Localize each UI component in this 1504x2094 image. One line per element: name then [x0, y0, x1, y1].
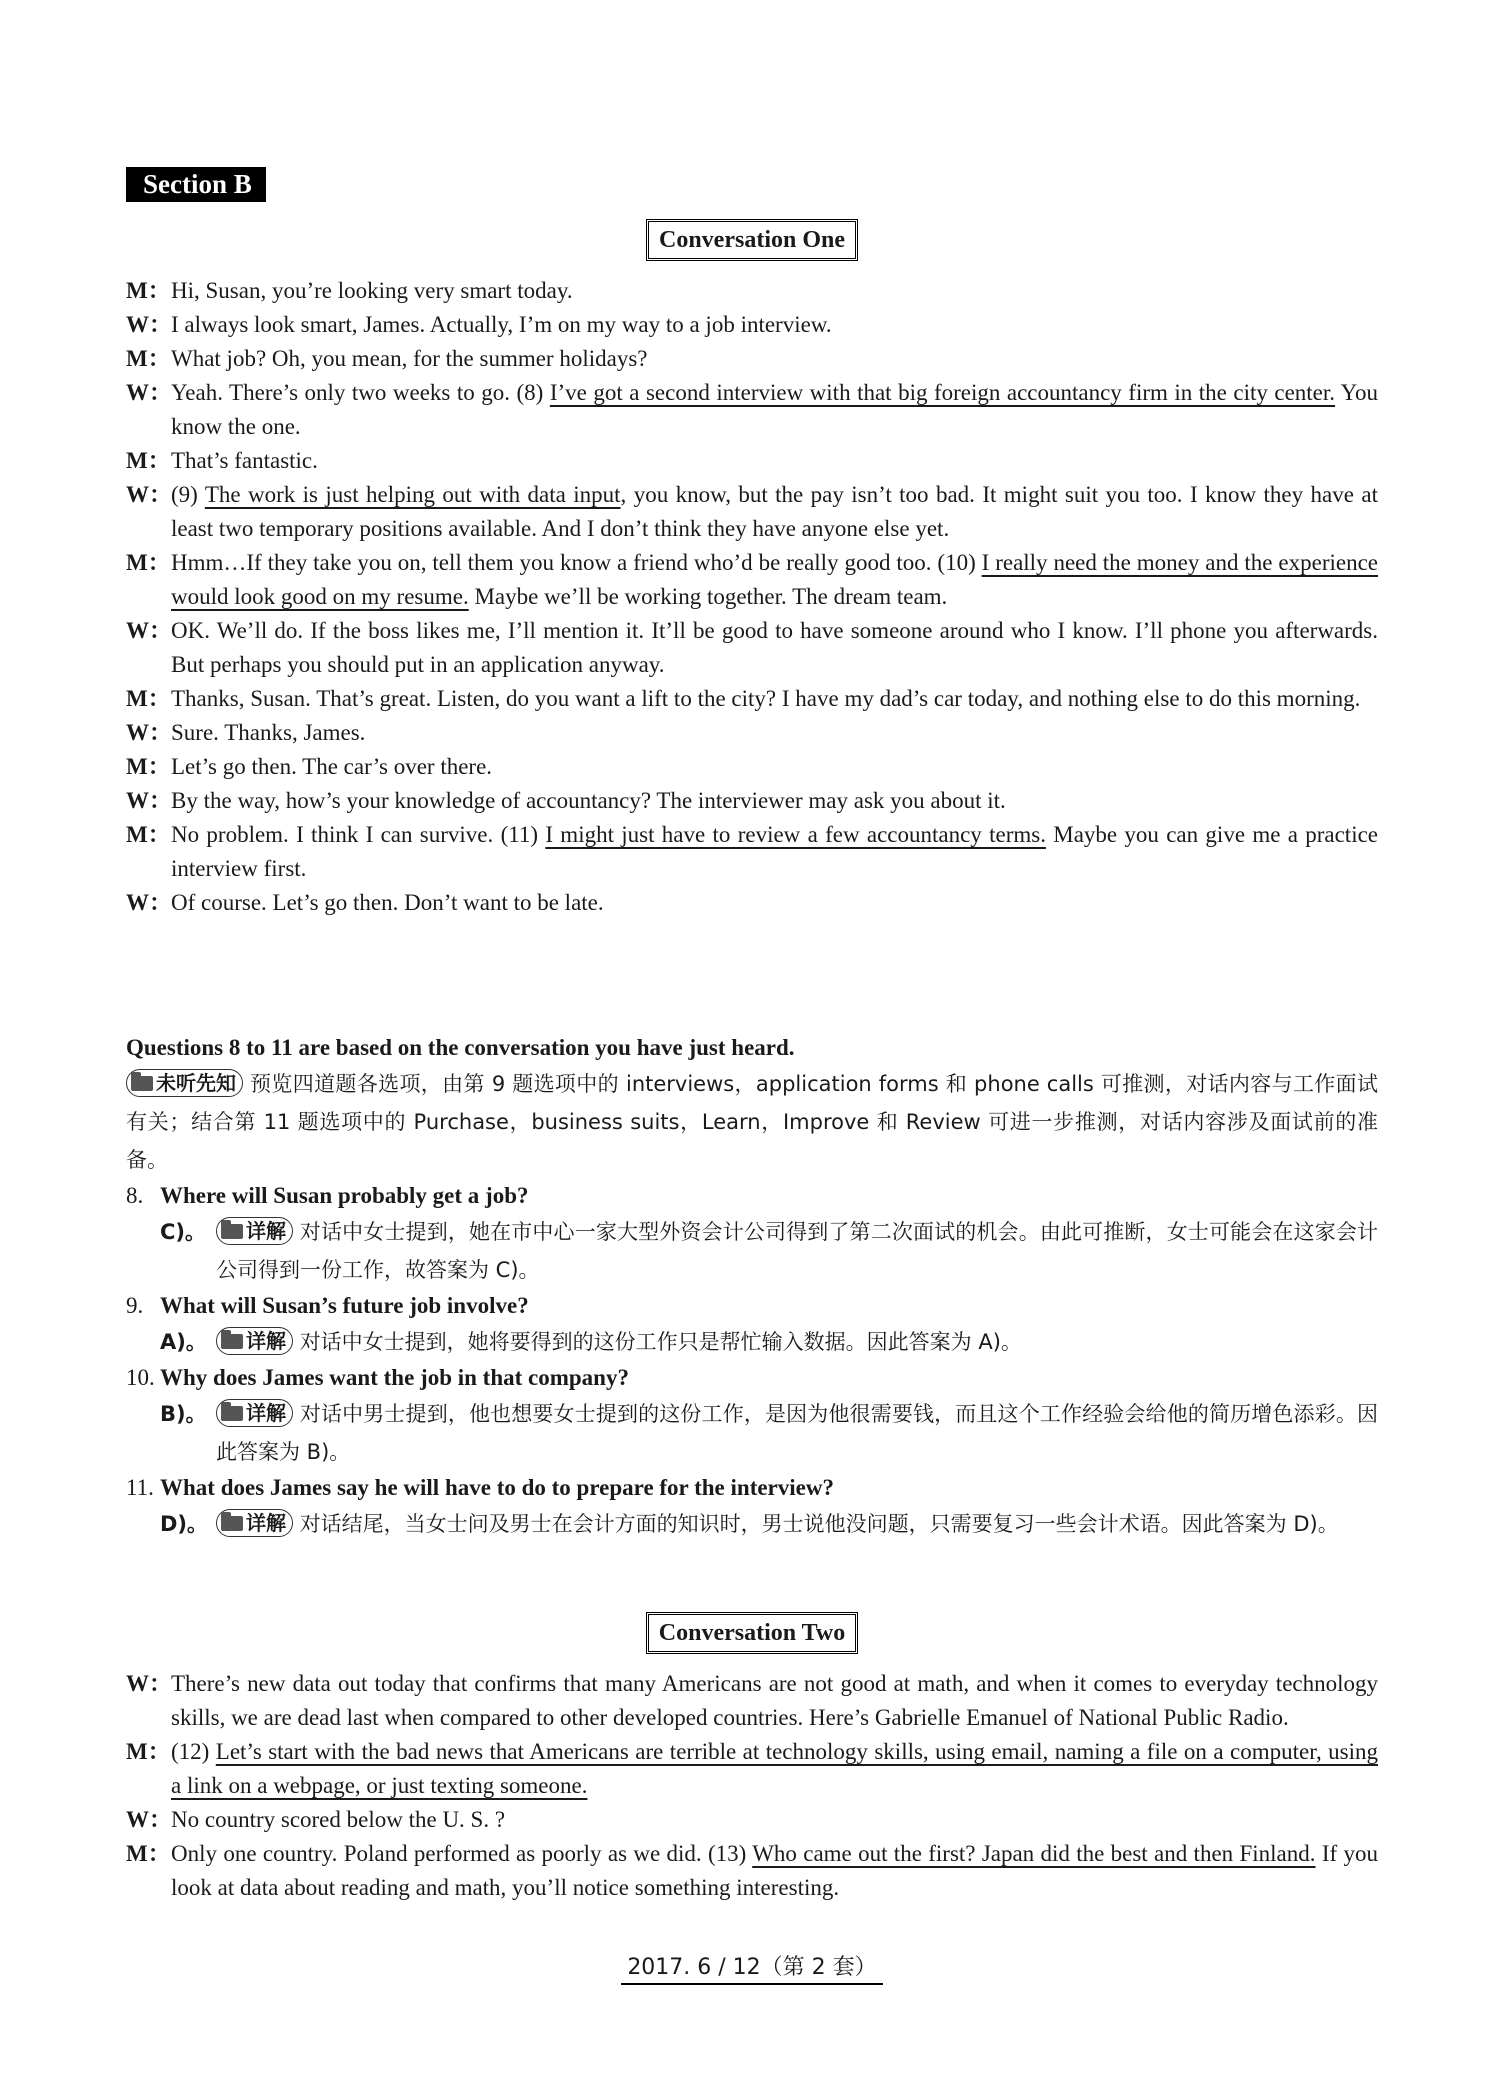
folder-icon	[221, 1406, 243, 1421]
explanation-tag: 详解	[216, 1217, 293, 1245]
dialogue-text: , you know, but the pay isn’t too bad. It might suit you too. I know they have at least two temporary positions available. And I don’t think they have anyone else yet.	[171, 482, 1378, 541]
dialogue-text: By the way, how’s your knowledge of accountancy? The interviewer may ask you about it.	[171, 788, 1006, 813]
folder-icon	[221, 1516, 243, 1531]
dialogue-text: There’s new data out today that confirms that many Americans are not good at math, and when it comes to everyday technology skills, we are dead last when compared to other developed countries. Here’s Gabrielle Emanuel of National Public Radio.	[171, 1671, 1378, 1730]
speaker-label: M：	[126, 346, 171, 371]
explanation-text: 对话中女士提到，她将要得到的这份工作只是帮忙输入数据。因此答案为 A)。	[299, 1330, 1022, 1354]
dialogue-line	[126, 546, 1378, 614]
speaker-label: M：	[126, 754, 171, 779]
dialogue-line	[126, 1837, 1378, 1905]
speaker-label: M：	[126, 1739, 171, 1764]
dialogue-line	[126, 342, 1378, 376]
speaker-label: M：	[126, 1841, 171, 1866]
explanation-text: 对话中女士提到，她在市中心一家大型外资会计公司得到了第二次面试的机会。由此可推断，女士可能会在这家会计公司得到一份工作，故答案为 C)。	[216, 1220, 1378, 1282]
underlined-answer-text: I’ve got a second interview with that big foreign accountancy firm in the city center.	[549, 380, 1336, 405]
speaker-label: M：	[126, 278, 171, 303]
speaker-label: W：	[126, 788, 172, 813]
dialogue-text: Hi, Susan, you’re looking very smart today.	[171, 278, 573, 303]
explanation-tag: 详解	[216, 1399, 293, 1427]
dialogue-line	[126, 308, 1378, 342]
question-number: 8.	[126, 1183, 144, 1208]
underlined-answer-text: The work is just helping out with data input	[204, 482, 621, 507]
conversation-two-transcript	[126, 1667, 1378, 1905]
dialogue-text: Hmm…If they take you on, tell them you know a friend who’d be really good too. (10)	[171, 550, 982, 575]
answer-explanation	[126, 1213, 1378, 1289]
question	[126, 1361, 1378, 1395]
dialogue-text: OK. We’ll do. If the boss likes me, I’ll mention it. It’ll be good to have someone around who I know. I’ll phone you afterwards. But perhaps you should put in an application anyway.	[171, 618, 1378, 677]
explanation-text: 对话中男士提到，他也想要女士提到的这份工作，是因为他很需要钱，而且这个工作经验会给他的简历增色添彩。因此答案为 B)。	[216, 1402, 1378, 1464]
dialogue-text: (12)	[171, 1739, 216, 1764]
dialogue-line	[126, 1667, 1378, 1735]
conversation-one-title: Conversation One	[126, 219, 1378, 261]
questions-heading: Questions 8 to 11 are based on the conversation you have just heard.	[126, 1035, 795, 1060]
question-number: 9.	[126, 1293, 144, 1318]
answer-letter: B)。	[160, 1402, 207, 1426]
speaker-label: W：	[126, 482, 172, 507]
question-text: What will Susan’s future job involve?	[160, 1293, 529, 1318]
dialogue-line	[126, 274, 1378, 308]
preview-note: 未听先知 预览四道题各选项，由第 9 题选项中的 interviews，application forms 和 phone calls 可推测，对话内容与工作面试有关；结合第 11 题选项中的 Purchase，business suits，Learn，Improve 和 Review 可进一步推测，对话内容涉及面试前的准备。	[126, 1071, 1378, 1172]
answer-explanation	[126, 1505, 1378, 1543]
questions-block	[126, 1031, 1378, 1543]
answer-explanation	[126, 1395, 1378, 1471]
question	[126, 1179, 1378, 1213]
dialogue-line	[126, 682, 1378, 716]
dialogue-line	[126, 818, 1378, 886]
dialogue-text: Maybe you can give me a practice interview first.	[171, 822, 1379, 881]
question-list	[126, 1179, 1378, 1543]
dialogue-text: Yeah. There’s only two weeks to go. (8)	[171, 380, 550, 405]
question-text: What does James say he will have to do to prepare for the interview?	[160, 1475, 834, 1500]
dialogue-line	[126, 886, 1378, 920]
dialogue-line	[126, 376, 1378, 444]
answer-explanation	[126, 1323, 1378, 1361]
dialogue-line	[126, 614, 1378, 682]
speaker-label: W：	[126, 890, 172, 915]
dialogue-text: Maybe we’ll be working together. The dream team.	[468, 584, 948, 609]
answer-letter: D)。	[160, 1512, 209, 1536]
question	[126, 1289, 1378, 1323]
answer-letter: A)。	[160, 1330, 207, 1354]
answer-letter: C)。	[160, 1220, 207, 1244]
underlined-answer-text: I might just have to review a few accountancy terms.	[545, 822, 1046, 847]
folder-icon	[221, 1224, 243, 1239]
dialogue-line	[126, 444, 1378, 478]
underlined-answer-text: Let’s start with the bad news that Americans are terrible at technology skills, using email, naming a file on a computer, using a link on a webpage, or just texting someone.	[171, 1739, 1378, 1798]
speaker-label: W：	[126, 312, 172, 337]
explanation-tag: 详解	[216, 1327, 293, 1355]
conversation-two-title: Conversation Two	[126, 1612, 1378, 1654]
page-footer: 2017. 6 / 12（第 2 套）	[126, 1950, 1378, 1985]
dialogue-text: I always look smart, James. Actually, I’m on my way to a job interview.	[171, 312, 832, 337]
underlined-answer-text: I really need the money and the experience would look good on my resume.	[171, 550, 1378, 609]
speaker-label: W：	[126, 720, 172, 745]
dialogue-text: What job? Oh, you mean, for the summer holidays?	[171, 346, 648, 371]
dialogue-text: No country scored below the U. S. ?	[171, 1807, 506, 1832]
dialogue-text: You know the one.	[171, 380, 1378, 439]
dialogue-text: Of course. Let’s go then. Don’t want to be late.	[171, 890, 604, 915]
dialogue-line	[126, 716, 1378, 750]
preview-tag: 未听先知	[126, 1069, 243, 1097]
speaker-label: M：	[126, 686, 171, 711]
conversation-one-transcript	[126, 274, 1378, 920]
question-number: 11.	[126, 1475, 154, 1500]
dialogue-line	[126, 478, 1378, 546]
folder-icon	[221, 1334, 243, 1349]
dialogue-text: (9)	[171, 482, 205, 507]
question-text: Where will Susan probably get a job?	[160, 1183, 529, 1208]
explanation-text: 对话结尾，当女士问及男士在会计方面的知识时，男士说他没问题，只需要复习一些会计术语。因此答案为 D)。	[299, 1512, 1339, 1536]
question	[126, 1471, 1378, 1505]
dialogue-line	[126, 1803, 1378, 1837]
speaker-label: M：	[126, 550, 171, 575]
question-number: 10.	[126, 1365, 155, 1390]
speaker-label: W：	[126, 380, 172, 405]
folder-icon	[131, 1076, 153, 1091]
dialogue-text: Let’s go then. The car’s over there.	[171, 754, 493, 779]
dialogue-line	[126, 1735, 1378, 1803]
question-text: Why does James want the job in that company?	[160, 1365, 629, 1390]
dialogue-text: Sure. Thanks, James.	[171, 720, 366, 745]
dialogue-text: Only one country. Poland performed as poorly as we did. (13)	[171, 1841, 753, 1866]
dialogue-line	[126, 750, 1378, 784]
speaker-label: W：	[126, 1671, 172, 1696]
underlined-answer-text: Who came out the first? Japan did the best and then Finland.	[752, 1841, 1316, 1866]
explanation-tag: 详解	[216, 1509, 293, 1537]
dialogue-text: If you look at data about reading and math, you’ll notice something interesting.	[171, 1841, 1378, 1900]
speaker-label: W：	[126, 1807, 172, 1832]
dialogue-line	[126, 784, 1378, 818]
speaker-label: W：	[126, 618, 172, 643]
speaker-label: M：	[126, 448, 171, 473]
dialogue-text: No problem. I think I can survive. (11)	[171, 822, 546, 847]
speaker-label: M：	[126, 822, 171, 847]
section-label: Section B	[126, 167, 266, 202]
dialogue-text: Thanks, Susan. That’s great. Listen, do you want a lift to the city? I have my dad’s car today, and nothing else to do this morning.	[171, 686, 1361, 711]
dialogue-text: That’s fantastic.	[171, 448, 318, 473]
